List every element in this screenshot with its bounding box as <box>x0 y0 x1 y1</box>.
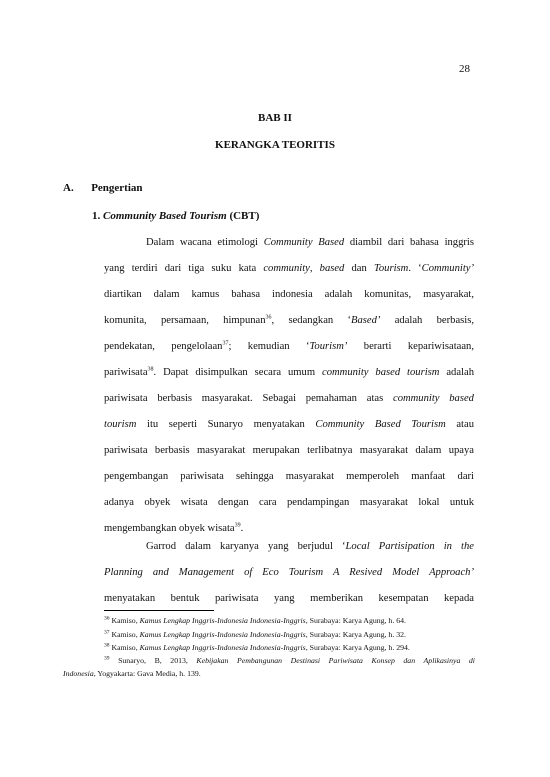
text-segment: Kamus Lengkap Inggris-Indonesia Indonesia-Inggris <box>139 630 306 639</box>
section-title: Pengertian <box>91 182 143 194</box>
text-segment: based <box>319 263 345 274</box>
footnote-entry <box>104 630 475 640</box>
paragraph-line <box>104 367 474 378</box>
text-segment: , Surabaya: Karya Agung, h. 32. <box>305 630 406 639</box>
section-heading <box>63 182 143 194</box>
text-segment: community <box>263 263 310 274</box>
footnote-ref: 38 <box>147 366 154 373</box>
text-segment: ; kemudian ‘ <box>228 341 310 352</box>
footnote-ref: 39 <box>234 522 241 529</box>
paragraph-line <box>104 393 474 404</box>
footnote-ref: 37 <box>222 340 229 347</box>
chapter-title: KERANGKA TEORITIS <box>215 139 335 151</box>
text-segment: Tourism’ <box>309 341 348 352</box>
text-segment: atau <box>445 419 474 430</box>
text-segment: pariwisata berbasis masyarakat. Sebagai pemahaman atas <box>104 393 393 404</box>
footnote-ref: 38 <box>104 642 110 649</box>
paragraph-line <box>104 593 474 604</box>
text-segment: itu seperti Sunaryo menyatakan <box>136 419 316 430</box>
text-segment: mengembangkan obyek wisata <box>104 523 235 534</box>
subsection-title-suffix: (CBT) <box>226 210 260 222</box>
text-segment: diartikan dalam kamus bahasa indonesia adalah komunitas, masyarakat, <box>104 289 474 300</box>
text-segment: Based’ <box>351 315 381 326</box>
text-segment: adalah <box>439 367 475 378</box>
text-segment: . Dapat disimpulkan secara umum <box>153 367 323 378</box>
paragraph-line <box>104 419 474 430</box>
text-segment: Tourism <box>373 263 409 274</box>
text-segment: , Surabaya: Karya Agung, h. 294. <box>305 643 410 652</box>
text-segment: , sedangkan ‘ <box>271 315 351 326</box>
text-segment: pariwisata <box>104 367 148 378</box>
text-segment: menyatakan bentuk pariwisata yang memberikan kesempatan kepada <box>104 593 474 604</box>
text-segment: pariwisata berbasis masyarakat merupakan terlibatnya masyarakat dalam upaya <box>104 445 474 456</box>
text-segment: adanya obyek wisata dengan cara pendampingan masyarakat lokal untuk <box>104 497 474 508</box>
text-segment: , Surabaya: Karya Agung, h. 64. <box>305 616 406 625</box>
subsection-heading <box>92 210 259 222</box>
text-segment: Kamus Lengkap Inggris-Indonesia Indonesia-Inggris <box>139 643 306 652</box>
text-segment: pengembangan pariwisata sehingga masyarakat memperoleh manfaat dari <box>104 471 474 482</box>
footnote-entry <box>63 669 475 679</box>
text-segment: adalah berbasis, <box>380 315 474 326</box>
subsection-number: 1. <box>92 210 101 222</box>
paragraph-line <box>104 523 474 534</box>
text-segment: Planning and Management of Eco Tourism A Resived Model Approach’ <box>104 567 474 578</box>
text-segment: community based <box>393 393 474 404</box>
text-segment: dan <box>344 263 374 274</box>
text-segment: Kamiso, <box>109 630 140 639</box>
paragraph-line <box>104 567 474 578</box>
paragraph-line <box>104 341 474 352</box>
section-number: A. <box>63 182 74 194</box>
paragraph-line <box>104 497 474 508</box>
text-segment: , Yogyakarta: Gava Media, h. 139. <box>93 669 201 678</box>
footnote-entry <box>104 643 475 653</box>
page-number: 28 <box>459 63 470 75</box>
paragraph-line <box>104 445 474 456</box>
text-segment: Indonesia <box>63 669 94 678</box>
paragraph-line <box>104 289 474 300</box>
footnote-ref: 37 <box>104 629 110 636</box>
text-segment: Garrod dalam karyanya yang berjudul ‘ <box>146 541 346 552</box>
text-segment: berarti kepariwisataan, <box>347 341 474 352</box>
footnote-ref: 39 <box>104 655 110 662</box>
text-segment: komunita, persamaan, himpunan <box>104 315 266 326</box>
text-segment: , <box>309 263 320 274</box>
subsection-title-italic: Community Based Tourism <box>103 210 227 222</box>
text-segment: Community Based <box>263 237 345 248</box>
text-segment: Kamus Lengkap Inggris-Indonesia Indonesia-Inggris <box>139 616 306 625</box>
text-segment: Local Partisipation in the <box>345 541 474 552</box>
paragraph-line <box>146 541 474 552</box>
text-segment: Community’ <box>421 263 475 274</box>
paragraph-line <box>104 315 474 326</box>
footnote-entry <box>104 656 475 666</box>
text-segment: Community Based Tourism <box>315 419 446 430</box>
footnote-divider <box>104 610 214 611</box>
text-segment: . <box>240 523 244 534</box>
footnote-ref: 36 <box>265 314 272 321</box>
text-segment: Kebijakan Pembangunan Destinasi Pariwisata Konsep dan Aplikasinya di <box>196 656 475 665</box>
text-segment: pendekatan, pengelolaan <box>104 341 223 352</box>
text-segment: . ‘ <box>408 263 422 274</box>
paragraph-line <box>146 237 474 248</box>
text-segment: Sunaryo, B, 2013, <box>109 656 197 665</box>
chapter-label: BAB II <box>258 112 292 124</box>
text-segment: Dalam wacana etimologi <box>146 237 264 248</box>
footnote-ref: 36 <box>104 615 110 622</box>
text-segment: Kamiso, <box>109 616 140 625</box>
paragraph-line <box>104 471 474 482</box>
text-segment: Kamiso, <box>109 643 140 652</box>
text-segment: community based tourism <box>322 367 440 378</box>
paragraph-line <box>104 263 474 274</box>
text-segment: tourism <box>104 419 137 430</box>
text-segment: diambil dari bahasa inggris <box>344 237 474 248</box>
footnote-entry <box>104 616 475 626</box>
text-segment: yang terdiri dari tiga suku kata <box>104 263 264 274</box>
